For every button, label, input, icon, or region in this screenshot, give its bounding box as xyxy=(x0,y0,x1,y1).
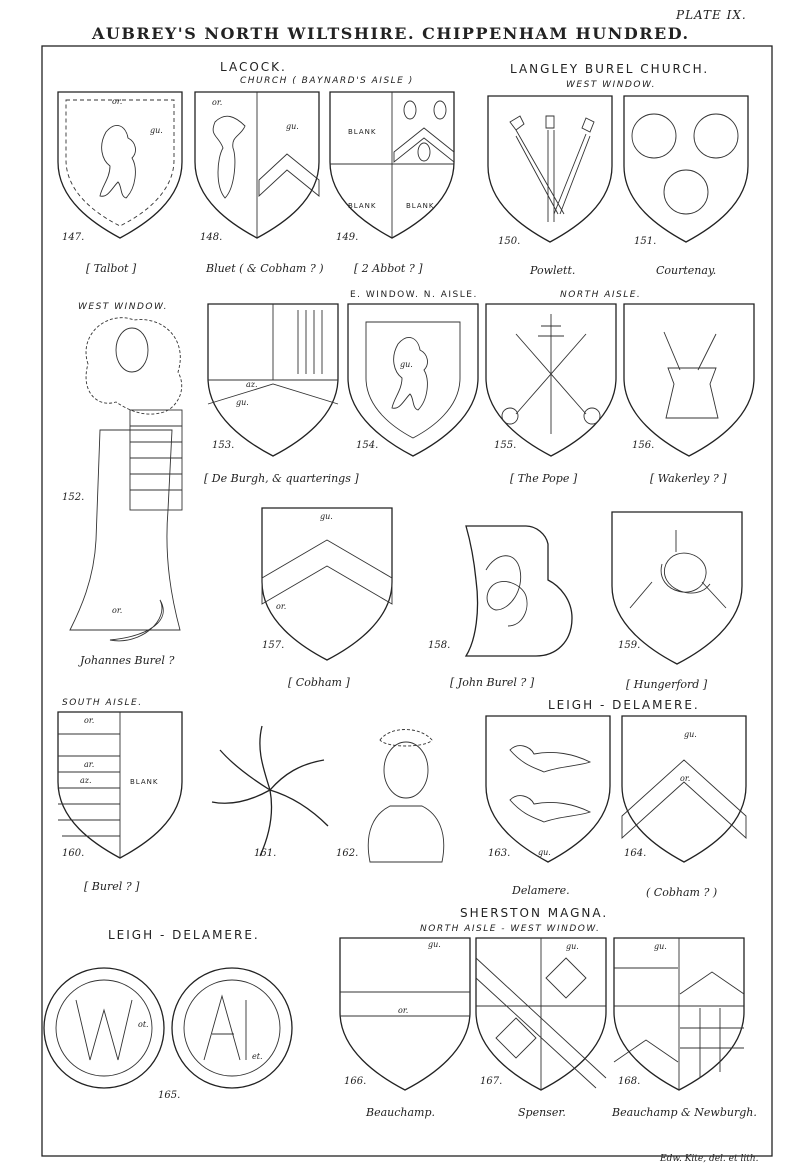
tincture-label: or. xyxy=(398,1006,409,1015)
figure-number: 163. xyxy=(488,848,511,859)
tincture-label: or. xyxy=(84,716,95,725)
tincture-label: BLANK xyxy=(406,202,435,210)
tincture-label: or. xyxy=(112,606,123,615)
shield-149 xyxy=(330,92,454,238)
tincture-label: ot. xyxy=(138,1020,149,1029)
section-leigh-1: LEIGH - DELAMERE. xyxy=(548,698,700,712)
section-langley-sub: WEST WINDOW. xyxy=(566,80,656,90)
figure-number: 159. xyxy=(618,640,641,651)
figure-caption: [ Cobham ] xyxy=(288,676,350,689)
tincture-label: az. xyxy=(80,776,92,785)
figure-caption: [ Wakerley ? ] xyxy=(650,472,727,485)
figure-caption: Johannes Burel ? xyxy=(80,654,175,667)
figure-number: 165. xyxy=(158,1090,181,1101)
tincture-label: BLANK xyxy=(348,128,377,136)
tincture-label: gu. xyxy=(684,730,697,739)
section-leigh-2: LEIGH - DELAMERE. xyxy=(108,928,260,942)
figure-number: 155. xyxy=(494,440,517,451)
figure-number: 160. xyxy=(62,848,85,859)
figure-number: 149. xyxy=(336,232,359,243)
figure-number: 152. xyxy=(62,492,85,503)
artist-signature: Edw. Kite, del. et lith. xyxy=(660,1154,759,1164)
shield-163 xyxy=(486,716,610,862)
plate-number: PLATE IX. xyxy=(676,8,747,22)
tincture-label: gu. xyxy=(150,126,163,135)
seal-165-right xyxy=(172,968,292,1088)
tincture-label: gu. xyxy=(400,360,413,369)
tincture-label: gu. xyxy=(428,940,441,949)
tincture-label: or. xyxy=(680,774,691,783)
shield-151 xyxy=(624,96,748,242)
tincture-label: gu. xyxy=(566,942,579,951)
tincture-label: BLANK xyxy=(130,778,159,786)
section-lacock-sub: CHURCH ( BAYNARD'S AISLE ) xyxy=(240,76,414,86)
tincture-label: or. xyxy=(276,602,287,611)
shield-167 xyxy=(476,938,606,1090)
tincture-label: gu. xyxy=(538,848,551,857)
shield-153 xyxy=(208,304,338,456)
figure-number: 162. xyxy=(336,848,359,859)
section-lacock: LACOCK. xyxy=(220,60,287,74)
section-north-aisle: NORTH AISLE. xyxy=(560,290,642,300)
tincture-label: gu. xyxy=(286,122,299,131)
figure-number: 158. xyxy=(428,640,451,651)
section-west-window: WEST WINDOW. xyxy=(78,302,168,312)
section-south-aisle: SOUTH AISLE. xyxy=(62,698,143,708)
figure-caption: [ Hungerford ] xyxy=(626,678,708,691)
shield-168 xyxy=(614,938,744,1090)
tincture-label: et. xyxy=(252,1052,263,1061)
figure-number: 151. xyxy=(634,236,657,247)
figure-caption: ( Cobham ? ) xyxy=(646,886,718,899)
section-sherston-sub: NORTH AISLE - WEST WINDOW. xyxy=(420,924,601,934)
shield-150 xyxy=(488,96,612,242)
section-e-window: E. WINDOW. N. AISLE. xyxy=(350,290,478,300)
plate-title: AUBREY'S NORTH WILTSHIRE. CHIPPENHAM HUNDRED. xyxy=(92,24,690,43)
shield-147 xyxy=(58,92,182,238)
figure-caption: Bluet ( & Cobham ? ) xyxy=(206,262,324,275)
figure-number: 156. xyxy=(632,440,655,451)
tincture-label: gu. xyxy=(236,398,249,407)
shield-154 xyxy=(348,304,478,456)
figure-number: 166. xyxy=(344,1076,367,1087)
figure-caption: [ John Burel ? ] xyxy=(450,676,535,689)
shield-155 xyxy=(486,304,616,456)
figure-number: 168. xyxy=(618,1076,641,1087)
plate-border xyxy=(42,46,772,1156)
shield-160 xyxy=(58,712,182,858)
monogram-158 xyxy=(466,526,572,656)
figure-number: 157. xyxy=(262,640,285,651)
figure-caption: [ De Burgh, & quarterings ] xyxy=(204,472,359,485)
head-162 xyxy=(368,730,444,863)
tincture-label: BLANK xyxy=(348,202,377,210)
figure-number: 161. xyxy=(254,848,277,859)
tincture-label: ar. xyxy=(84,760,95,769)
figure-caption: Beauchamp. xyxy=(366,1106,436,1119)
tincture-label: gu. xyxy=(654,942,667,951)
figure-caption: [ Talbot ] xyxy=(86,262,137,275)
tincture-label: gu. xyxy=(320,512,333,521)
shield-156 xyxy=(624,304,754,456)
figure-caption: [ Burel ? ] xyxy=(84,880,140,893)
figure-number: 148. xyxy=(200,232,223,243)
effigy-152 xyxy=(70,318,182,641)
figure-caption: Spenser. xyxy=(518,1106,566,1119)
figure-caption: Powlett. xyxy=(530,264,576,277)
figure-caption: Beauchamp & Newburgh. xyxy=(612,1106,757,1119)
figure-caption: [ 2 Abbot ? ] xyxy=(354,262,423,275)
figure-number: 154. xyxy=(356,440,379,451)
figure-caption: Delamere. xyxy=(512,884,570,897)
tincture-label: or. xyxy=(212,98,223,107)
figure-caption: [ The Pope ] xyxy=(510,472,578,485)
figure-number: 164. xyxy=(624,848,647,859)
tincture-label: az. xyxy=(246,380,258,389)
section-langley: LANGLEY BUREL CHURCH. xyxy=(510,62,710,76)
shield-157 xyxy=(262,508,392,660)
figure-caption: Courtenay. xyxy=(656,264,717,277)
section-sherston: SHERSTON MAGNA. xyxy=(460,906,609,920)
figure-number: 153. xyxy=(212,440,235,451)
figure-number: 147. xyxy=(62,232,85,243)
shield-148 xyxy=(195,92,319,238)
figure-number: 167. xyxy=(480,1076,503,1087)
star-161 xyxy=(212,726,328,856)
figure-number: 150. xyxy=(498,236,521,247)
tincture-label: or. xyxy=(112,97,123,106)
